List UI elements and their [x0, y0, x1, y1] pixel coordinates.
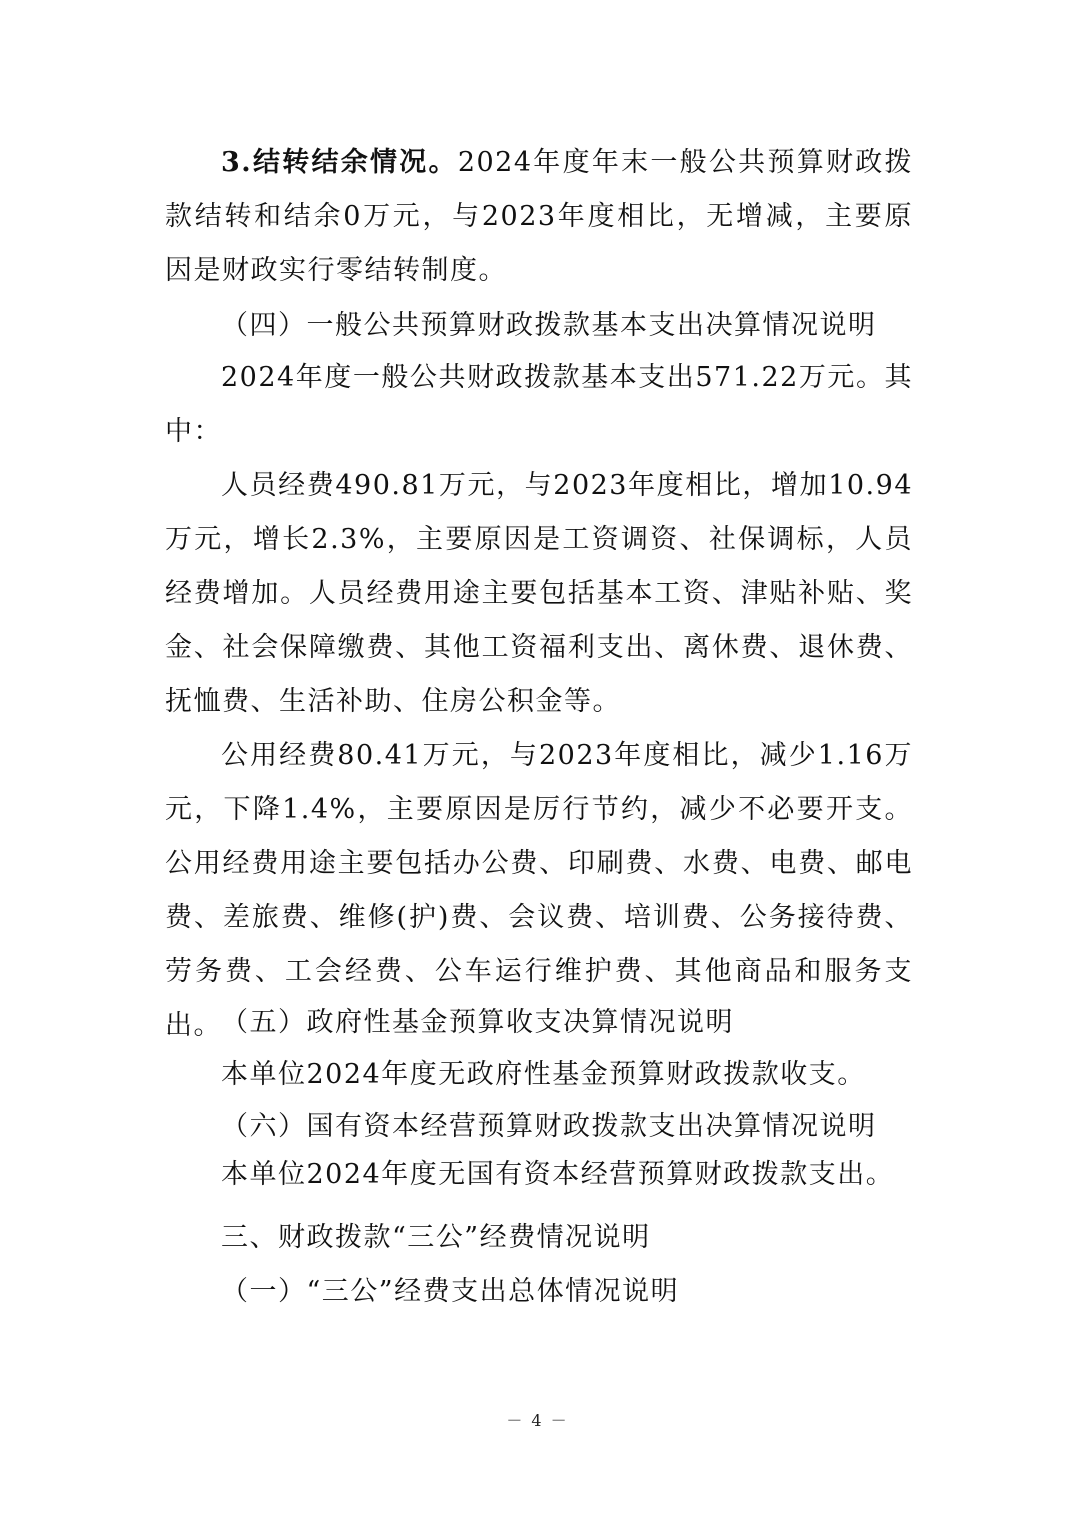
public-expense-text: 公用经费80.41万元，与2023年度相比，减少1.16万元，下降1.4%，主要原因是厉行节约，减少不必要开支。公用经费用途主要包括办公费、印刷费、水费、电费、邮电费、差旅费、维修(护)费、会议费、培训费、公务接待费、劳务费、工会经费、公车运行维护费、其他商品和服务支出。 [165, 740, 913, 1041]
page-number: － 4 － [506, 1411, 569, 1430]
part-three-heading: 三、财政拨款“三公”经费情况说明 [221, 1222, 651, 1253]
section-six-text: 本单位2024年度无国有资本经营预算财政拨款支出。 [221, 1159, 895, 1190]
carryover-paragraph [165, 136, 913, 298]
section-four-heading: （四）一般公共预算财政拨款基本支出决算情况说明 [221, 310, 877, 341]
carryover-lead: 3.结转结余情况。 [221, 147, 458, 178]
carryover-text: 2024年度年末一般公共预算财政拨款结转和结余0万元，与2023年度相比，无增减，主要原因是财政实行零结转制度。 [165, 147, 914, 286]
section-six-heading: （六）国有资本经营预算财政拨款支出决算情况说明 [221, 1111, 877, 1142]
personnel-expense-text: 人员经费490.81万元，与2023年度相比，增加10.94万元，增长2.3%，主要原因是工资调资、社保调标，人员经费增加。人员经费用途主要包括基本工资、津贴补贴、奖金、社会保障缴费、其他工资福利支出、离休费、退休费、抚恤费、生活补助、住房公积金等。 [165, 470, 913, 717]
three-public-overview-heading: （一）“三公”经费支出总体情况说明 [221, 1276, 680, 1307]
basic-expenditure-summary-text: 2024年度一般公共财政拨款基本支出571.22万元。其中： [165, 362, 913, 447]
basic-expenditure-summary [165, 351, 913, 459]
section-five-heading: （五）政府性基金预算收支决算情况说明 [221, 1007, 734, 1038]
section-five-text: 本单位2024年度无政府性基金预算财政拨款收支。 [221, 1059, 866, 1090]
personnel-expense-paragraph [165, 459, 913, 729]
